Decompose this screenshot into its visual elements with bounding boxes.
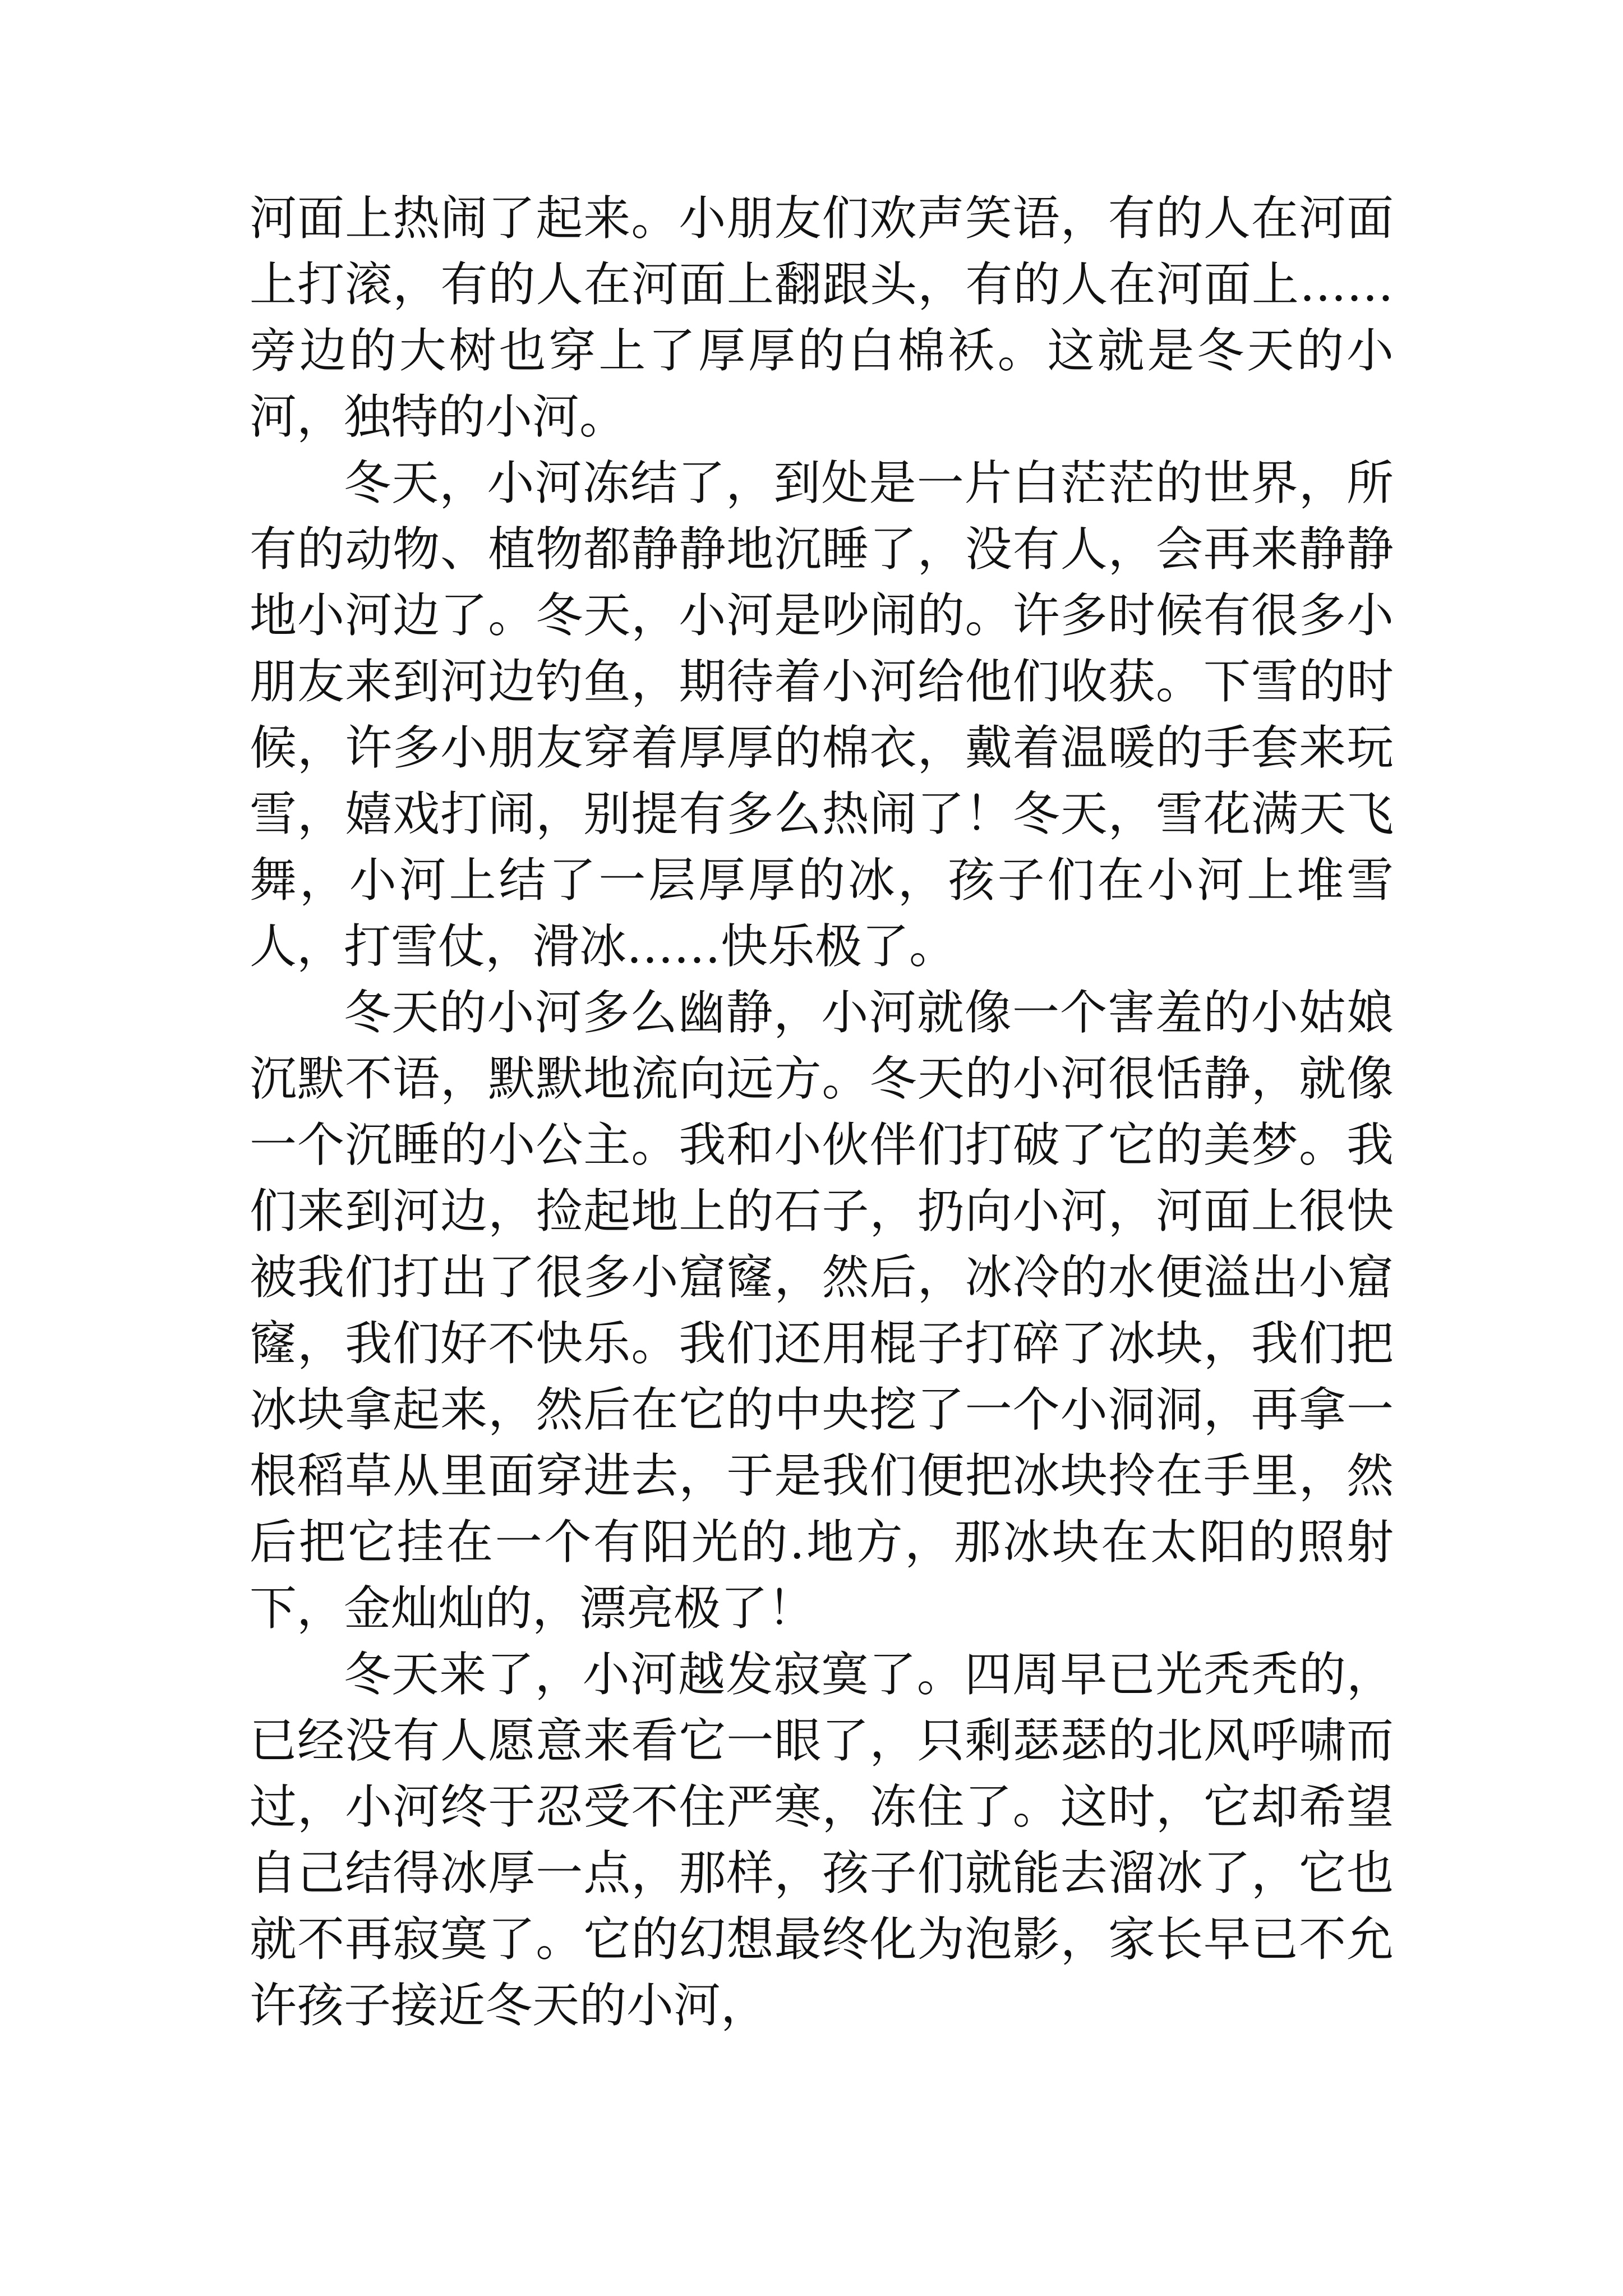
paragraph-1: 河面上热闹了起来。小朋友们欢声笑语，有的人在河面上打滚，有的人在河面上翻跟头，有的人在河面上……旁边的大树也穿上了厚厚的白棉袄。这就是冬天的小河，独特的小河。 [250, 191, 1394, 444]
paragraph-4: 冬天来了，小河越发寂寞了。四周早已光秃秃的，已经没有人愿意来看它一眼了，只剩瑟瑟的北风呼啸而过，小河终于忍受不住严寒，冻住了。这时，它却希望自己结得冰厚一点，那样，孩子们就能去溜冰了，它也就不再寂寞了。它的幻想最终化为泡影，家长早已不允许孩子接近冬天的小河， [250, 1647, 1394, 2033]
paragraph-3: 冬天的小河多么幽静，小河就像一个害羞的小姑娘沉默不语，默默地流向远方。冬天的小河很恬静，就像一个沉睡的小公主。我和小伙伴们打破了它的美梦。我们来到河边，捡起地上的石子，扔向小河，河面上很快被我们打出了很多小窟窿，然后，冰冷的水便溢出小窟窿，我们好不快乐。我们还用棍子打碎了冰块，我们把冰块拿起来，然后在它的中央挖了一个小洞洞，再拿一根稻草从里面穿进去，于是我们便把冰块拎在手里，然后把它挂在一个有阳光的.地方，那冰块在太阳的照射下，金灿灿的，漂亮极了！ [250, 985, 1394, 1636]
body-text [250, 185, 1394, 2039]
paragraph-2: 冬天，小河冻结了，到处是一片白茫茫的世界，所有的动物、植物都静静地沉睡了，没有人，会再来静静地小河边了。冬天，小河是吵闹的。许多时候有很多小朋友来到河边钓鱼，期待着小河给他们收获。下雪的时候，许多小朋友穿着厚厚的棉衣，戴着温暖的手套来玩雪，嬉戏打闹，别提有多么热闹了！冬天，雪花满天飞舞，小河上结了一层厚厚的冰，孩子们在小河上堆雪人，打雪仗，滑冰……快乐极了。 [250, 455, 1394, 974]
